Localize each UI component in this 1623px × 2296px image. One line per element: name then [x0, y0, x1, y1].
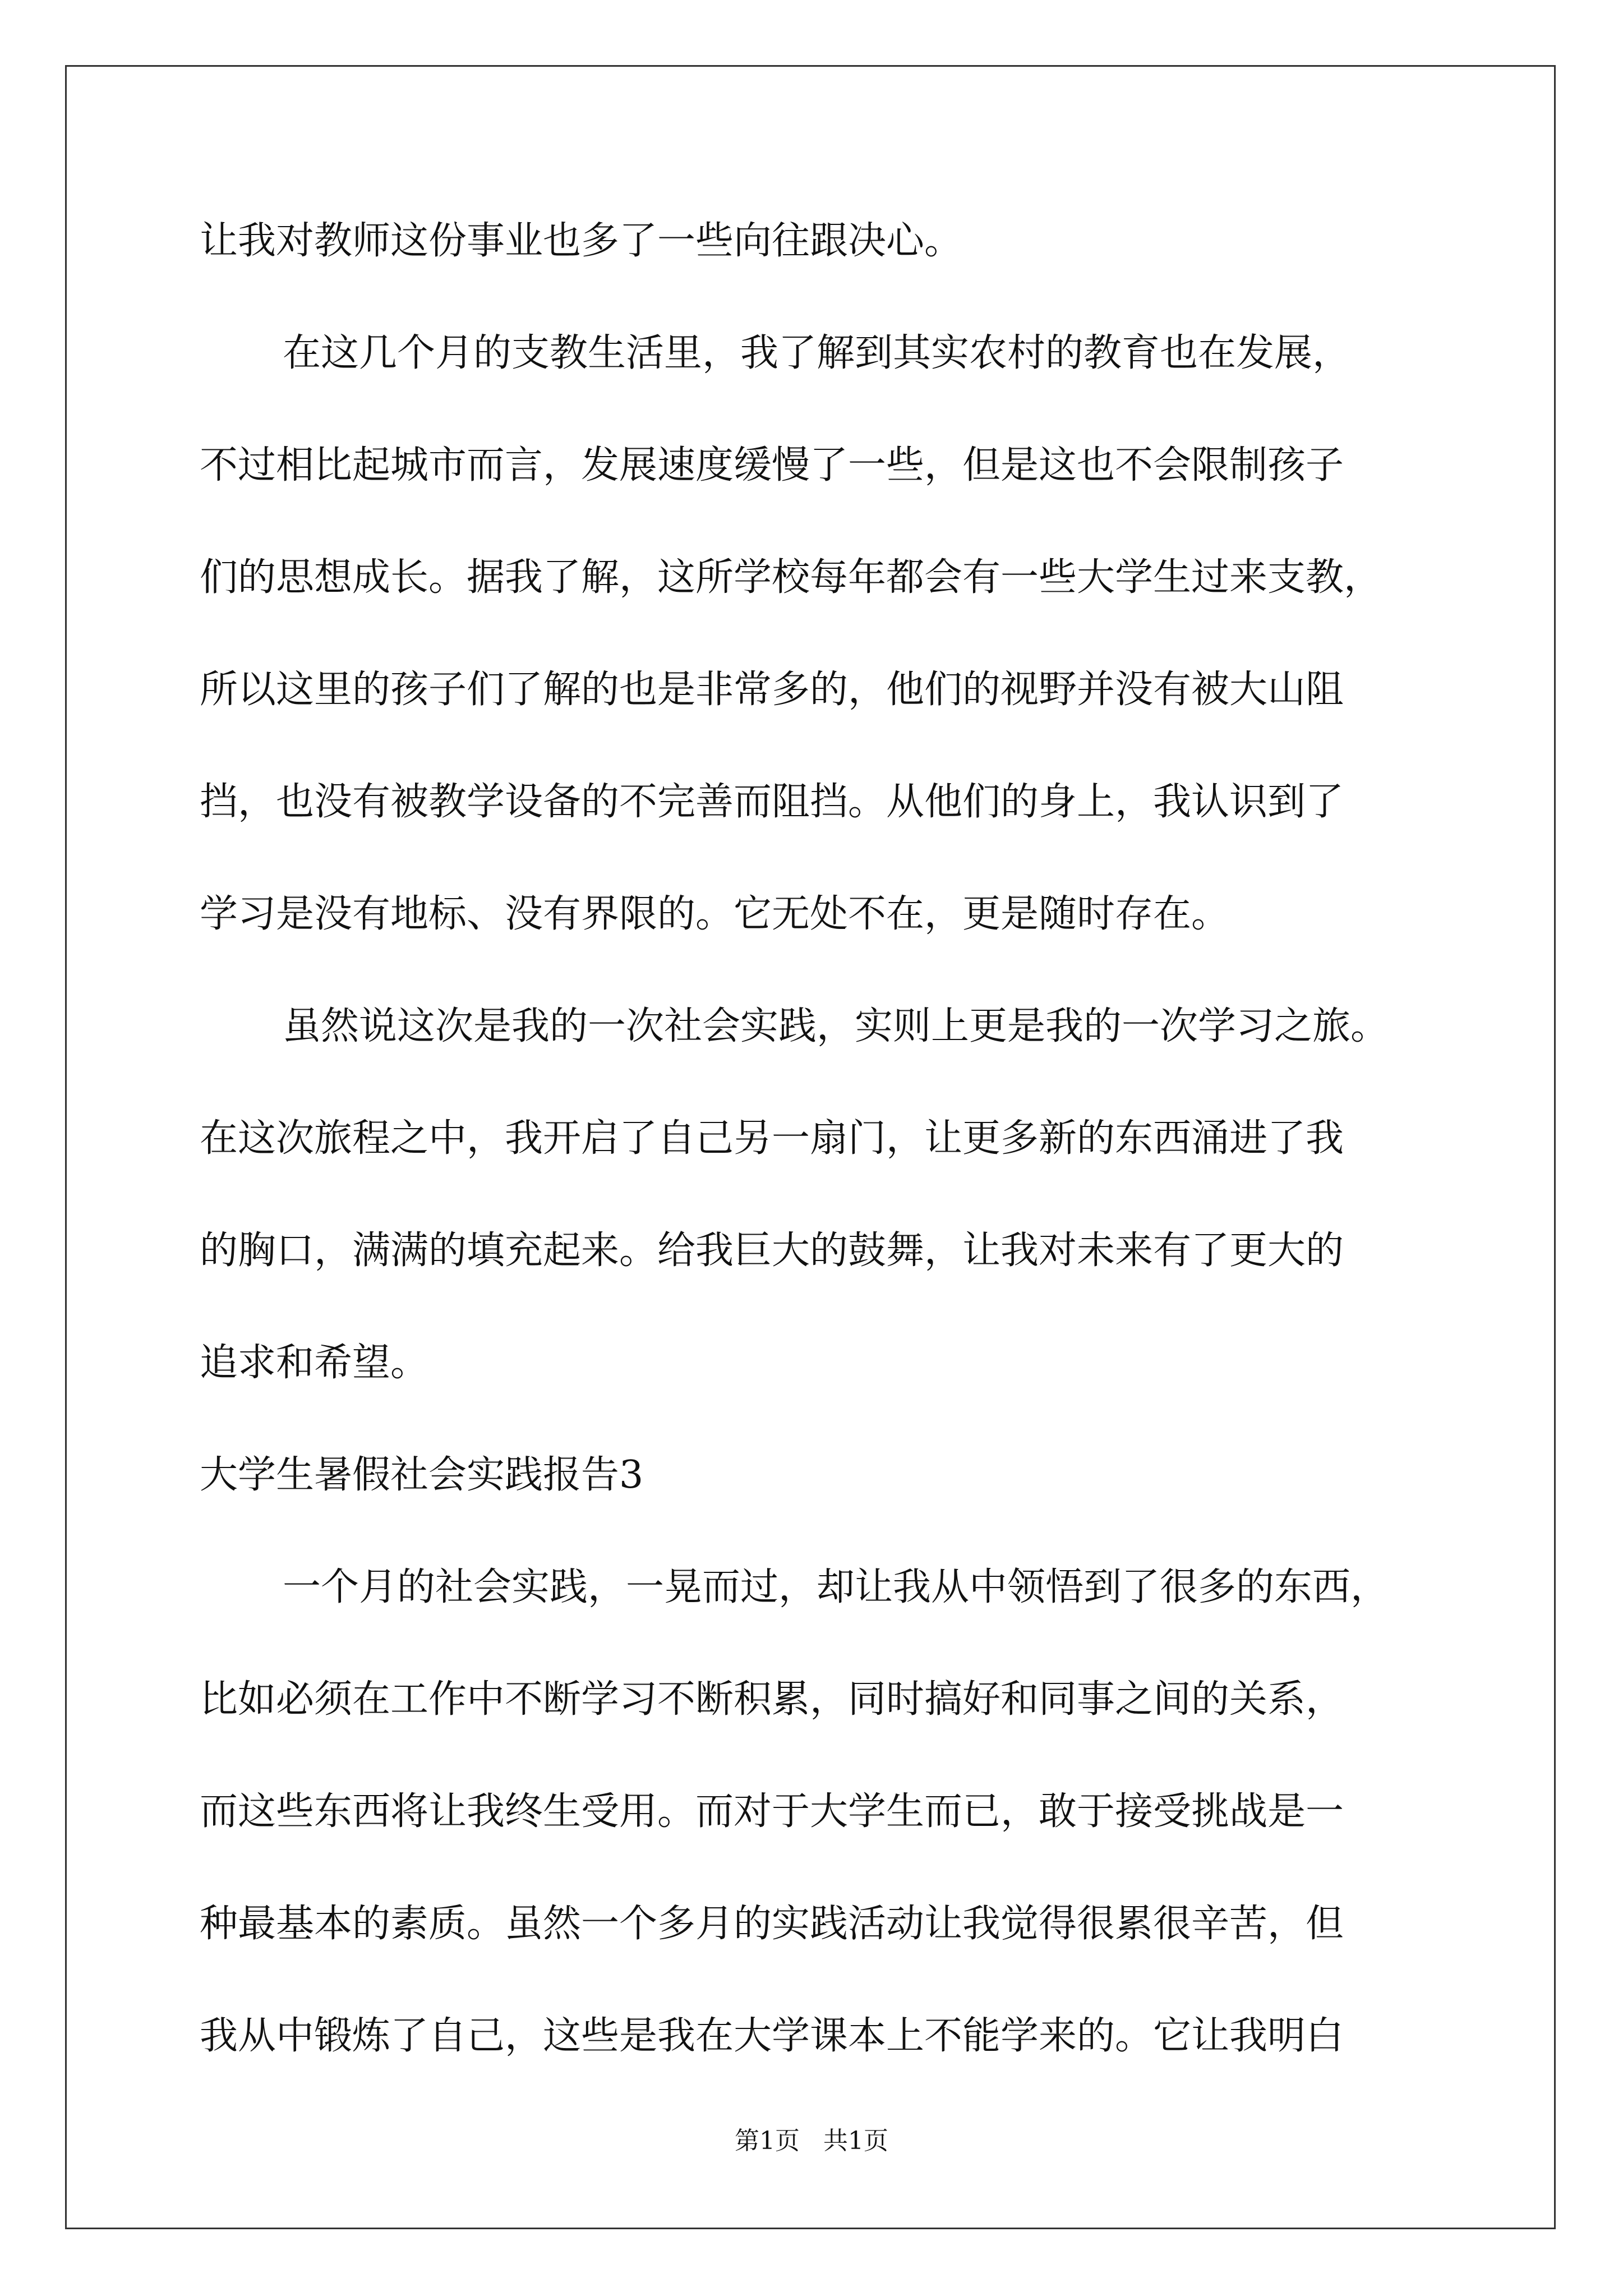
- text-line-1: 让我对教师这份事业也多了一些向往跟决心。: [200, 219, 963, 263]
- text-line-3: 不过相比起城市而言，发展速度缓慢了一些，但是这也不会限制孩子: [200, 443, 1344, 487]
- text-line-9: 在这次旅程之中，我开启了自己另一扇门，让更多新的东西涌进了我: [200, 1116, 1344, 1161]
- text-line-15: 而这些东西将让我终生受用。而对于大学生而已，敢于接受挑战是一: [200, 1789, 1344, 1834]
- text-line-2: 在这几个月的支教生活里，我了解到其实农村的教育也在发展，: [283, 331, 1351, 375]
- text-line-11: 追求和希望。: [200, 1341, 429, 1385]
- text-line-17: 我从中锻炼了自己，这些是我在大学课本上不能学来的。它让我明白: [200, 2014, 1344, 2058]
- text-line-5: 所以这里的孩子们了解的也是非常多的，他们的视野并没有被大山阻: [200, 668, 1344, 712]
- section-heading: 大学生暑假社会实践报告3: [200, 1453, 644, 1497]
- text-line-16: 种最基本的素质。虽然一个多月的实践活动让我觉得很累很辛苦，但: [200, 1902, 1344, 1946]
- text-line-10: 的胸口，满满的填充起来。给我巨大的鼓舞，让我对未来有了更大的: [200, 1228, 1344, 1273]
- text-line-4: 们的思想成长。据我了解，这所学校每年都会有一些大学生过来支教，: [200, 555, 1382, 600]
- text-line-13: 一个月的社会实践，一晃而过，却让我从中领悟到了很多的东西，: [283, 1565, 1389, 1609]
- text-line-7: 学习是没有地标、没有界限的。它无处不在，更是随时存在。: [200, 892, 1230, 936]
- text-line-14: 比如必须在工作中不断学习不断积累，同时搞好和同事之间的关系，: [200, 1677, 1344, 1722]
- text-line-6: 挡，也没有被教学设备的不完善而阻挡。从他们的身上，我认识到了: [200, 780, 1344, 824]
- page-footer: 第1页 共1页: [735, 2127, 888, 2155]
- text-line-8: 虽然说这次是我的一次社会实践，实则上更是我的一次学习之旅。: [283, 1004, 1389, 1048]
